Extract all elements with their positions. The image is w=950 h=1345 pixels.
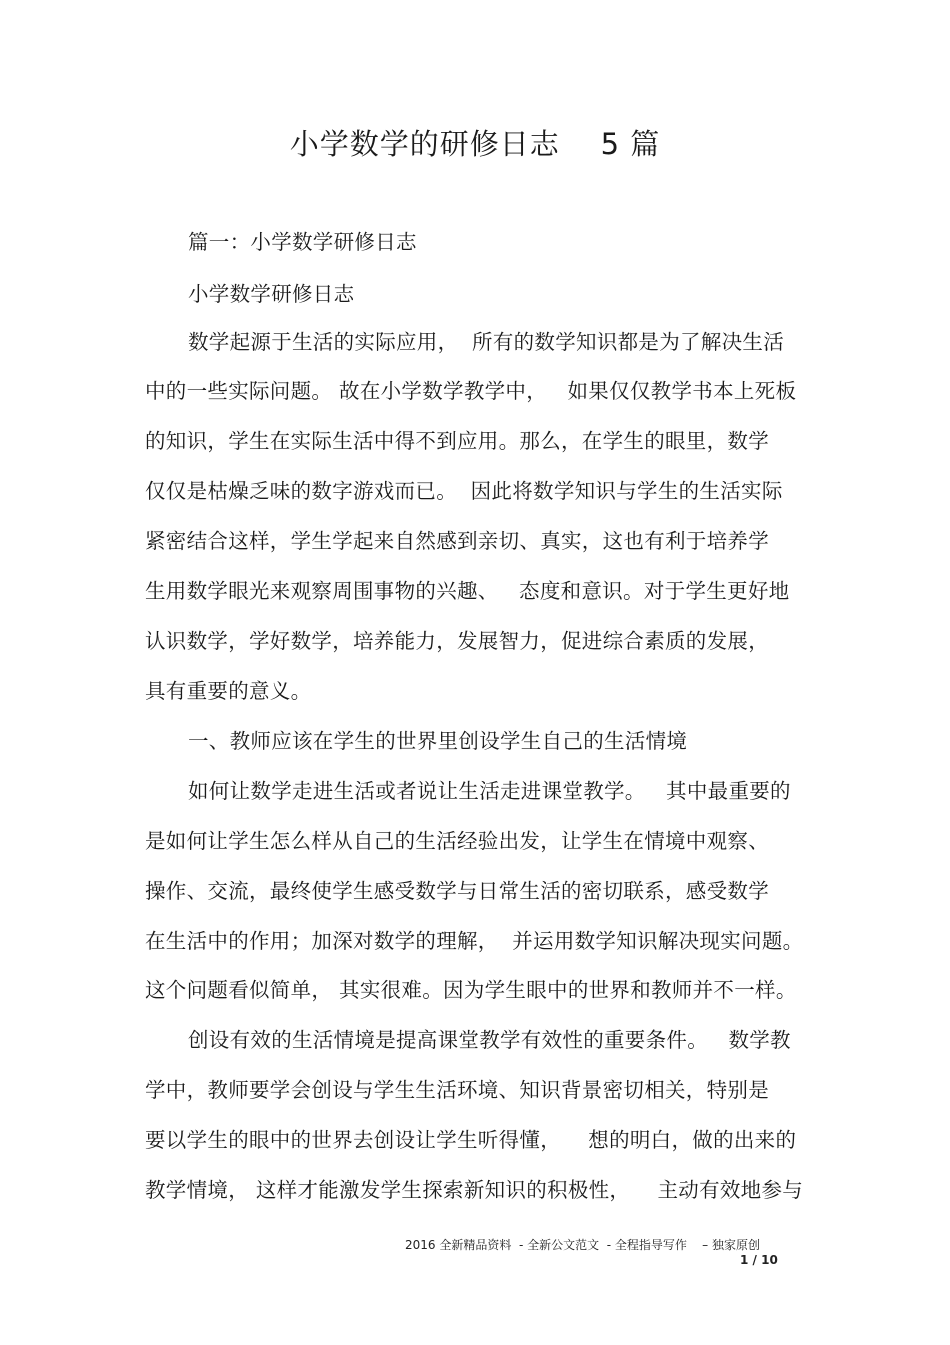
text-line: 如何让数学走进生活或者说让生活走进课堂教学。 其中最重要的: [188, 779, 791, 803]
text-line: 学中，教师要学会创设与学生生活环境、知识背景密切相关，特别是: [145, 1078, 769, 1102]
text-line: 认识数学，学好数学，培养能力，发展智力，促进综合素质的发展，: [145, 629, 769, 653]
text-line: 操作、交流，最终使学生感受数学与日常生活的密切联系，感受数学: [145, 879, 769, 903]
page-number: 1 / 10: [740, 1253, 778, 1267]
text-line: 要以学生的眼中的世界去创设让学生听得懂， 想的明白，做的出来的: [145, 1128, 797, 1152]
text-line: 创设有效的生活情境是提高课堂教学有效性的重要条件。 数学教: [188, 1028, 791, 1052]
text-line: 的知识，学生在实际生活中得不到应用。那么，在学生的眼里，数学: [145, 429, 769, 453]
text-line: 是如何让学生怎么样从自己的生活经验出发，让学生在情境中观察、: [145, 829, 769, 853]
text-line: 这个问题看似简单， 其实很难。因为学生眼中的世界和教师并不一样。: [145, 978, 797, 1002]
text-line: 紧密结合这样，学生学起来自然感到亲切、真实，这也有利于培养学: [145, 529, 769, 553]
text-line: 数学起源于生活的实际应用， 所有的数学知识都是为了解决生活: [188, 330, 785, 354]
text-line: 教学情境， 这样才能激发学生探索新知识的积极性， 主动有效地参与: [145, 1178, 804, 1202]
footer-text: 2016 全新精品资料 - 全新公文范文 - 全程指导写作 – 独家原创: [405, 1238, 760, 1252]
text-line: 生用数学眼光来观察周围事物的兴趣、 态度和意识。对于学生更好地: [145, 579, 790, 603]
text-line: 中的一些实际问题。 故在小学数学教学中， 如果仅仅教学书本上死板: [145, 379, 797, 403]
section-heading: 一、教师应该在学生的世界里创设学生自己的生活情境: [188, 729, 688, 753]
text-line: 仅仅是枯燥乏味的数字游戏而已。 因此将数学知识与学生的生活实际: [145, 479, 783, 503]
text-line: 在生活中的作用；加深对数学的理解， 并运用数学知识解决现实问题。: [145, 929, 804, 953]
text-line: 篇一：小学数学研修日志: [188, 230, 417, 254]
text-line: 具有重要的意义。: [145, 679, 312, 703]
text-line: 小学数学研修日志: [188, 282, 355, 306]
page-title: 小学数学的研修日志 5 篇: [289, 127, 661, 161]
